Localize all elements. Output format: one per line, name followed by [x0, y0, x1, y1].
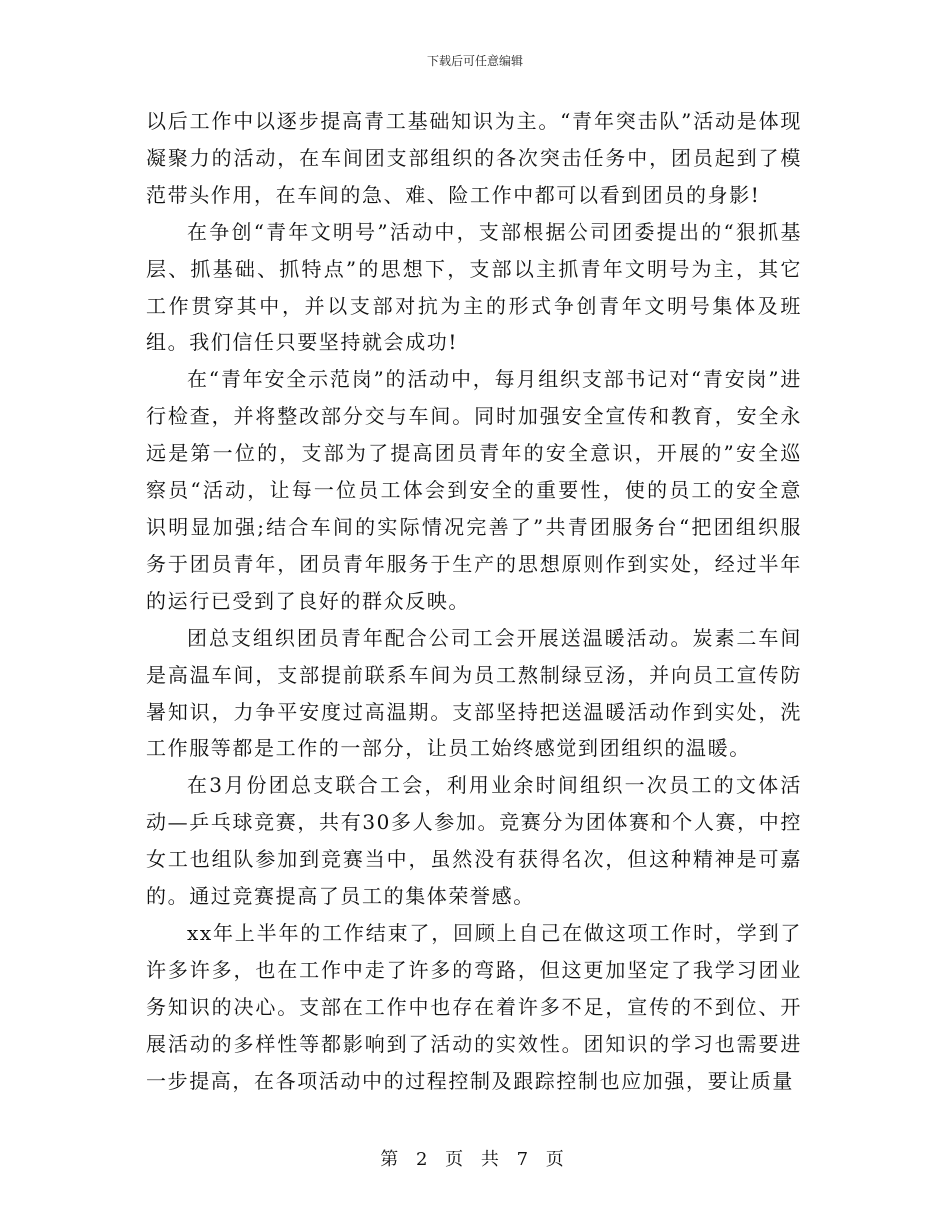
document-body [146, 103, 802, 1099]
paragraph-3: 在“青年安全示范岗”的活动中，每月组织支部书记对“青安岗”进行检查，并将整改部分交与车间。同时加强安全宣传和教育，安全永远是第一位的，支部为了提高团员青年的安全意识，开展的”安全巡察员“活动，让每一位员工体会到安全的重要性，使的员工的安全意识明显加强;结合车间的实际情况完善了”共青团服务台“把团组织服务于团员青年，团员青年服务于生产的思想原则作到实处，经过半年的运行已受到了良好的群众反映。 [146, 367, 802, 613]
page-number-footer: 第 2 页 共 7 页 [380, 1149, 570, 1170]
paragraph-2: 在争创“青年文明号”活动中，支部根据公司团委提出的“狠抓基层、抓基础、抓特点”的思想下，支部以主抓青年文明号为主，其它工作贯穿其中，并以支部对抗为主的形式争创青年文明号集体及班组。我们信任只要坚持就会成功! [146, 219, 802, 355]
page-header: 下载后可任意编辑 [426, 54, 523, 68]
paragraph-5: 在3月份团总支联合工会，利用业余时间组织一次员工的文体活动—乒乓球竞赛，共有30多人参加。竞赛分为团体赛和个人赛，中控女工也组队参加到竞赛当中，虽然没有获得名次，但这种精神是可嘉的。通过竞赛提高了员工的集体荣誉感。 [146, 773, 802, 909]
paragraph-4: 团总支组织团员青年配合公司工会开展送温暖活动。炭素二车间是高温车间，支部提前联系车间为员工熬制绿豆汤，并向员工宣传防暑知识，力争平安度过高温期。支部坚持把送温暖活动作到实处，洗工作服等都是工作的一部分，让员工始终感觉到团组织的温暖。 [146, 625, 802, 761]
paragraph-1: 以后工作中以逐步提高青工基础知识为主。“青年突击队”活动是体现凝聚力的活动，在车间团支部组织的各次突击任务中，团员起到了模范带头作用，在车间的急、难、险工作中都可以看到团员的身影! [146, 109, 802, 207]
paragraph-6: xx年上半年的工作结束了，回顾上自己在做这项工作时，学到了许多许多，也在工作中走了许多的弯路，但这更加坚定了我学习团业务知识的决心。支部在工作中也存在着许多不足，宣传的不到位、开展活动的多样性等都影响到了活动的实效性。团知识的学习也需要进一步提高，在各项活动中的过程控制及跟踪控制也应加强，要让质量 [146, 920, 802, 1093]
